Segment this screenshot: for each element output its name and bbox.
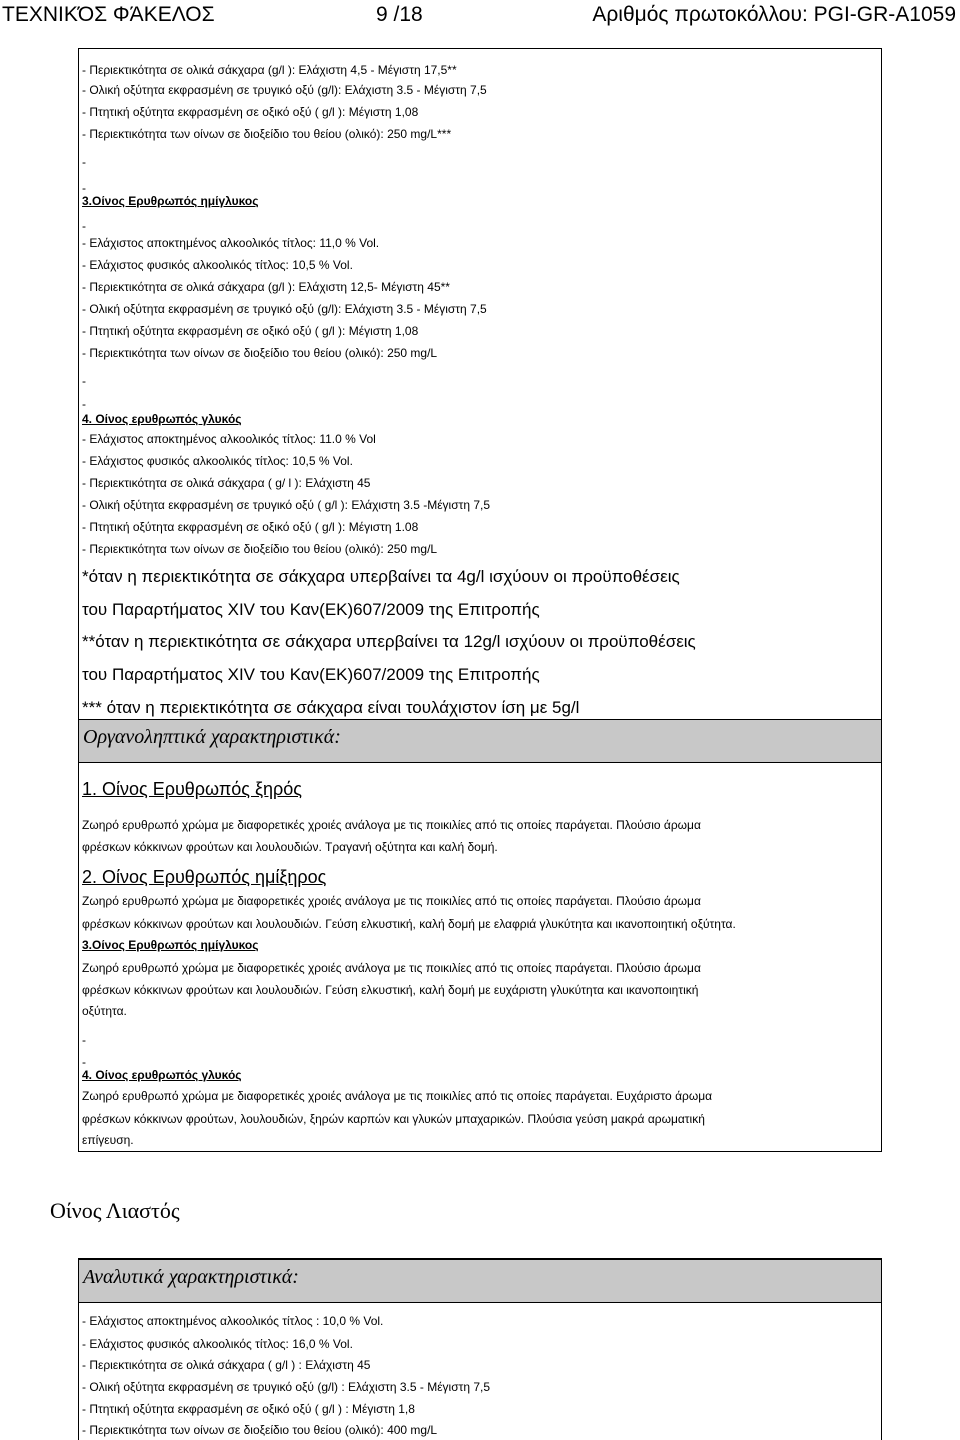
spec-line: - [82,374,86,388]
spec-line: - Περιεκτικότητα σε ολικά σάκχαρα (g/l ): Ελάχιστη 12,5- Μέγιστη 45** [82,280,450,294]
spec-line: - Περιεκτικότητα σε ολικά σάκχαρα ( g/ l ): Ελάχιστη 45 [82,476,371,490]
spec-line: - Περιεκτικότητα των οίνων σε διοξείδιο του θείου (ολικό): 250 mg/L [82,542,438,556]
protocol-number: Αριθμός πρωτοκόλλου: PGI-GR-A1059 [592,3,956,26]
page-number: 9 /18 [376,3,423,26]
spec-line: - Ολική οξύτητα εκφρασμένη σε τρυγικό οξύ ( g/l ): Ελάχιστη 3.5 -Μέγιστη 7,5 [82,498,491,512]
org-wine-title-sweet: 4. Οίνος ερυθρωπός γλυκός [82,1068,242,1082]
org-description-line: Ζωηρό ερυθρωπό χρώμα με διαφορετικές χροιές ανάλογα με τις ποικιλίες από τις οποίες παράγεται. Πλούσιο άρωμα [82,961,701,975]
org-description-line: φρέσκων κόκκινων φρούτων και λουλουδιών. Τραγανή οξύτητα και καλή δομή. [82,840,498,854]
spec-line: - [82,397,86,411]
org-description-line: οξύτητα. [82,1004,127,1018]
spec-line: - Ελάχιστος φυσικός αλκοολικός τίτλος: 10,5 % Vol. [82,454,353,468]
analytic-heading: Αναλυτικά χαρακτηριστικά: [83,1266,299,1288]
org-wine-title-semidry: 2. Οίνος Ερυθρωπός ημίξηρος [82,867,327,887]
org-description-line: Ζωηρό ερυθρωπό χρώμα με διαφορετικές χροιές ανάλογα με τις ποικιλίες από τις οποίες παράγεται. Πλούσιο άρωμα [82,818,701,832]
note-line: *** όταν η περιεκτικότητα σε σάκχαρα είναι τουλάχιστον ίση με 5g/l [82,698,580,717]
spec-line: - Πτητική οξύτητα εκφρασμένη σε οξικό οξύ ( g/l ): Μέγιστη 1,08 [82,324,419,338]
specifications-box [78,48,882,1152]
document-title: ΤΕΧΝΙΚΌΣ ΦΆΚΕΛΟΣ [2,3,215,26]
org-wine-title-semisweet: 3.Οίνος Ερυθρωπός ημίγλυκος [82,938,259,952]
org-description-line: Ζωηρό ερυθρωπό χρώμα με διαφορετικές χροιές ανάλογα με τις ποικιλίες από τις οποίες παράγεται. Ευχάριστο άρωμα [82,1089,713,1103]
spec-line: - Ελάχιστος φυσικός αλκοολικός τίτλος: 10,5 % Vol. [82,258,353,272]
org-description-line: - [82,1055,86,1069]
spec-line: - Περιεκτικότητα των οίνων σε διοξείδιο του θείου (ολικό): 400 mg/L [82,1423,438,1437]
note-line: του Παραρτήματος XIV του Καν(ΕΚ)607/2009 της Επιτροπής [82,665,540,684]
spec-line: - Ολική οξύτητα εκφρασμένη σε τρυγικό οξύ (g/l): Ελάχιστη 3.5 - Μέγιστη 7,5 [82,83,487,97]
spec-line: - Πτητική οξύτητα εκφρασμένη σε οξικό οξύ ( g/l ) : Μέγιστη 1,8 [82,1402,415,1416]
org-description-line: επίγευση. [82,1133,134,1147]
organoleptic-heading: Οργανοληπτικά χαρακτηριστικά: [83,726,341,748]
spec-line: - [82,155,86,169]
spec-line: - [82,219,86,233]
note-line: **όταν η περιεκτικότητα σε σάκχαρα υπερβαίνει τα 12g/l ισχύουν οι προϋποθέσεις [82,632,696,651]
org-description-line: φρέσκων κόκκινων φρούτων, λουλουδιών, ξηρών καρπών και γλυκών μπαχαρικών. Πλούσια γεύση μακρά αρωματική [82,1112,705,1126]
org-wine-title-dry: 1. Οίνος Ερυθρωπός ξηρός [82,779,302,799]
spec-line: - Περιεκτικότητα των οίνων σε διοξείδιο του θείου (ολικό): 250 mg/L*** [82,127,452,141]
spec-line: - Ελάχιστος αποκτημένος αλκοολικός τίτλος: 11,0 % Vol. [82,236,380,250]
page-header [0,0,960,30]
org-description-line: Ζωηρό ερυθρωπό χρώμα με διαφορετικές χροιές ανάλογα με τις ποικιλίες από τις οποίες παράγεται. Πλούσιο άρωμα [82,894,701,908]
spec-line: - Ελάχιστος αποκτημένος αλκοολικός τίτλος: 11.0 % Vol [82,432,376,446]
note-line: του Παραρτήματος XIV του Καν(ΕΚ)607/2009 της Επιτροπής [82,600,540,619]
org-description-line: φρέσκων κόκκινων φρούτων και λουλουδιών. Γεύση ελκυστική, καλή δομή με ευχάριστη γλυκύτητα και ικανοποιητική [82,983,699,997]
spec-line: - Ελάχιστος αποκτημένος αλκοολικός τίτλος : 10,0 % Vol. [82,1314,384,1328]
spec-line: - Περιεκτικότητα σε ολικά σάκχαρα (g/l ): Ελάχιστη 4,5 - Μέγιστη 17,5** [82,63,457,77]
section-title-liastos: Οίνος Λιαστός [50,1198,180,1223]
spec-line: - Πτητική οξύτητα εκφρασμένη σε οξικό οξύ ( g/l ): Μέγιστη 1,08 [82,105,419,119]
org-description-line: φρέσκων κόκκινων φρούτων και λουλουδιών. Γεύση ελκυστική, καλή δομή με ελαφριά γλυκύτητα και ικανοποιητική οξύτητα. [82,917,736,931]
org-description-line: - [82,1033,86,1047]
spec-line: - Περιεκτικότητα σε ολικά σάκχαρα ( g/l ) : Ελάχιστη 45 [82,1358,371,1372]
spec-line: - Ολική οξύτητα εκφρασμένη σε τρυγικό οξύ (g/l): Ελάχιστη 3.5 - Μέγιστη 7,5 [82,302,487,316]
organoleptic-heading-bar [79,719,881,763]
analytic-heading-bar [79,1259,881,1303]
wine-heading-sweet: 4. Οίνος ερυθρωπός γλυκός [82,412,242,426]
wine-heading-semisweet: 3.Οίνος Ερυθρωπός ημίγλυκος [82,194,259,208]
spec-line: - Περιεκτικότητα των οίνων σε διοξείδιο του θείου (ολικό): 250 mg/L [82,346,438,360]
spec-line: - [82,181,86,195]
note-line: *όταν η περιεκτικότητα σε σάκχαρα υπερβαίνει τα 4g/l ισχύουν οι προϋποθέσεις [82,567,680,586]
spec-line: - Ελάχιστος φυσικός αλκοολικός τίτλος: 16,0 % Vol. [82,1337,353,1351]
spec-line: - Ολική οξύτητα εκφρασμένη σε τρυγικό οξύ (g/l) : Ελάχιστη 3.5 - Μέγιστη 7,5 [82,1380,491,1394]
spec-line: - Πτητική οξύτητα εκφρασμένη σε οξικό οξύ ( g/l ): Μέγιστη 1.08 [82,520,419,534]
liastos-specifications-box [78,1258,882,1440]
